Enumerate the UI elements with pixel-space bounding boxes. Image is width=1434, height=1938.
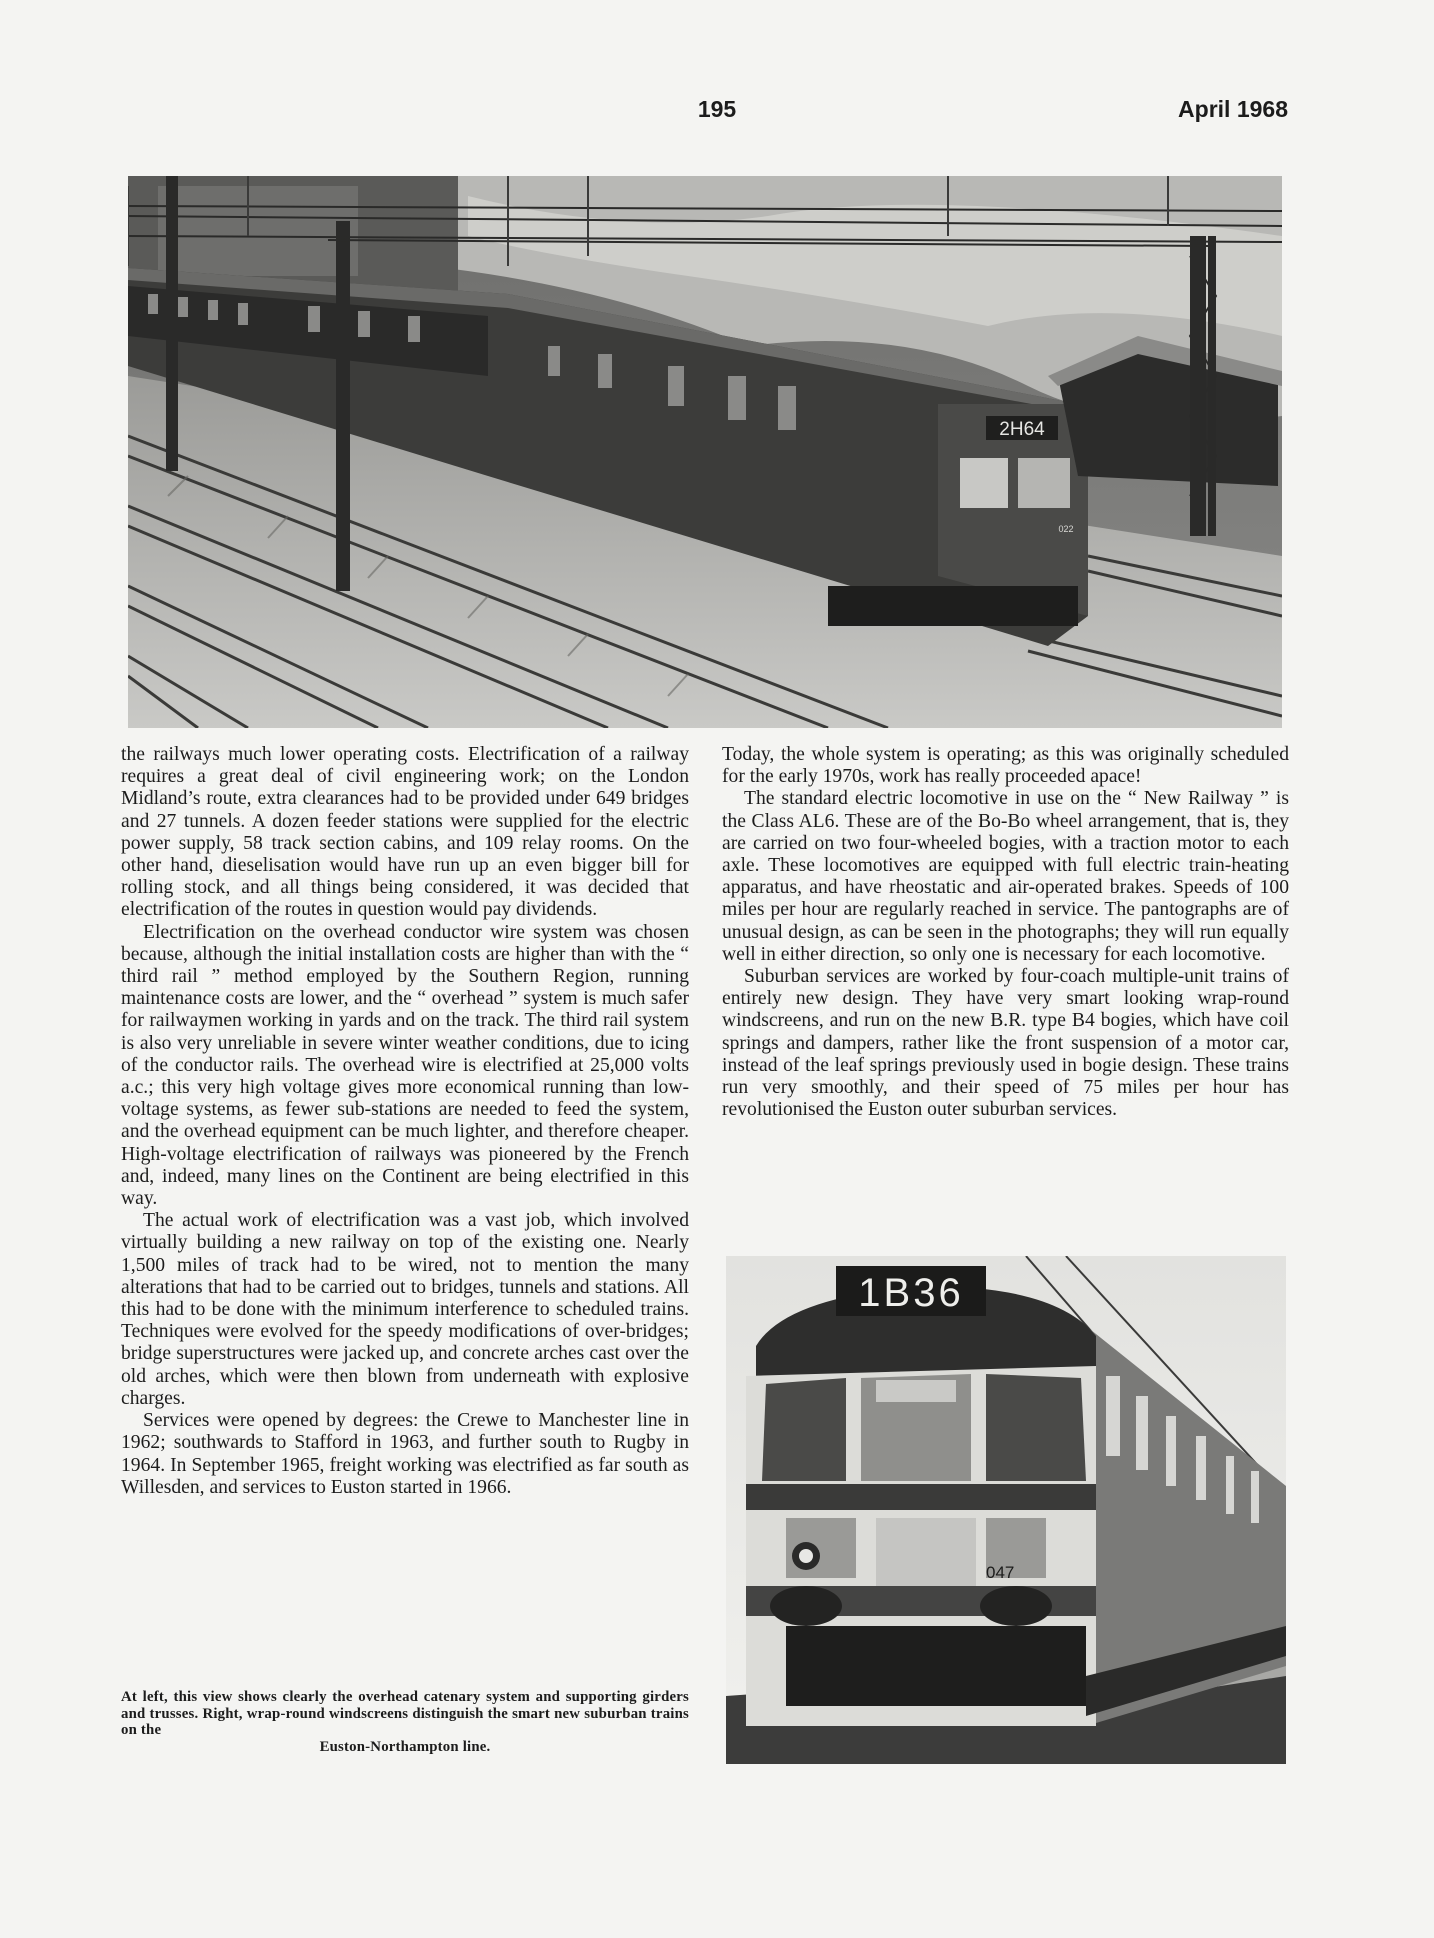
- unit-number-022: 022: [1058, 524, 1074, 534]
- headcode-2h64: 2H64: [999, 419, 1045, 440]
- photo-caption: [121, 1689, 689, 1755]
- page-number: 195: [697, 96, 737, 122]
- right-paragraph-1: Today, the whole system is operating; as this was originally scheduled for the early 1970s, work has really proceeded apace!: [722, 744, 1289, 788]
- left-paragraph-1: the railways much lower operating costs. Electrification of a railway requires a great deal of civil engineering work; on the London Midland’s route, extra clearances had to be provided under 649 bridges and 27 tunnels. A dozen feeder stations were supplied for the electric power supply, 58 track section cabins, and 109 relay rooms. On the other hand, dieselisation would have run up an even bigger bill for rolling stock, and all things being considered, it was decided that electrification of the routes in question would pay dividends.: [121, 744, 689, 921]
- train-photo-illustration: [128, 176, 1282, 728]
- photo-overhead-catenary-train: [128, 176, 1282, 728]
- left-paragraph-3: The actual work of electrification was a vast job, which involved virtually building a new railway on top of the existing one. Nearly 1,500 miles of track had to be wired, not to mention the many alterations that had to be carried out to bridges, tunnels and stations. All this had to be done with the minimum interference to scheduled trains. Techniques were evolved for the speedy modifications of over-bridges; bridge superstructures were jacked up, and concrete arches cast over the old arches, which were then blown from underneath with explosive charges.: [121, 1210, 689, 1409]
- right-article-column: [722, 744, 1289, 1121]
- left-paragraph-2: Electrification on the overhead conductor wire system was chosen because, although the initial installation costs are higher than with the “ third rail ” method employed by the Southern Region, running maintenance costs are lower, and the “ overhead ” system is much safer for railwaymen working in yards and on the track. The third rail system is also very unreliable in severe winter weather conditions, due to icing of the conductor rails. The overhead wire is electrified at 25,000 volts a.c.; this very high voltage gives more economical running than low-voltage systems, as fewer sub-stations are needed to feed the system, and the overhead equipment can be much lighter, and therefore cheaper. High-voltage electrification of railways was pioneered by the French and, indeed, many lines on the Continent are being electrified in this way.: [121, 921, 689, 1210]
- right-paragraph-3: Suburban services are worked by four-coach multiple-unit trains of entirely new design. They have very smart looking wrap-round windscreens, and run on the new B.R. type B4 bogies, which have coil springs and dampers, rather like the front suspension of a motor car, instead of the leaf springs previously used in bogie design. These trains run very smoothly, and their speed of 75 miles per hour has revolutionised the Euston outer suburban services.: [722, 966, 1289, 1121]
- caption-last-line: Euston-Northampton line.: [319, 1738, 491, 1755]
- right-paragraph-2: The standard electric locomotive in use on the “ New Railway ” is the Class AL6. These are of the Bo-Bo wheel arrangement, that is, they are carried on two four-wheeled bogies, with a traction motor to each axle. These locomotives are equipped with full electric train-heating apparatus, and have rheostatic and air-operated brakes. Speeds of 100 miles per hour are regularly reached in service. The pantographs are of unusual design, as can be seen in the photographs; they will run equally well in either direction, so only one is necessary for each locomotive.: [722, 788, 1289, 965]
- headcode-1b36: 1B36: [858, 1271, 964, 1315]
- suburban-train-illustration: [726, 1256, 1286, 1764]
- left-article-column: [121, 744, 689, 1499]
- caption-text: At left, this view shows clearly the overhead catenary system and supporting girders and trusses. Right, wrap-round windscreens distinguish the smart new suburban trains on the: [121, 1689, 689, 1739]
- photo-suburban-emu: [726, 1256, 1286, 1764]
- unit-number-047: 047: [986, 1563, 1015, 1582]
- left-paragraph-4: Services were opened by degrees: the Crewe to Manchester line in 1962; southwards to Stafford in 1963, and further south to Rugby in 1964. In September 1965, freight working was electrified as far south as Willesden, and services to Euston started in 1966.: [121, 1410, 689, 1498]
- issue-date: April 1968: [1178, 96, 1288, 122]
